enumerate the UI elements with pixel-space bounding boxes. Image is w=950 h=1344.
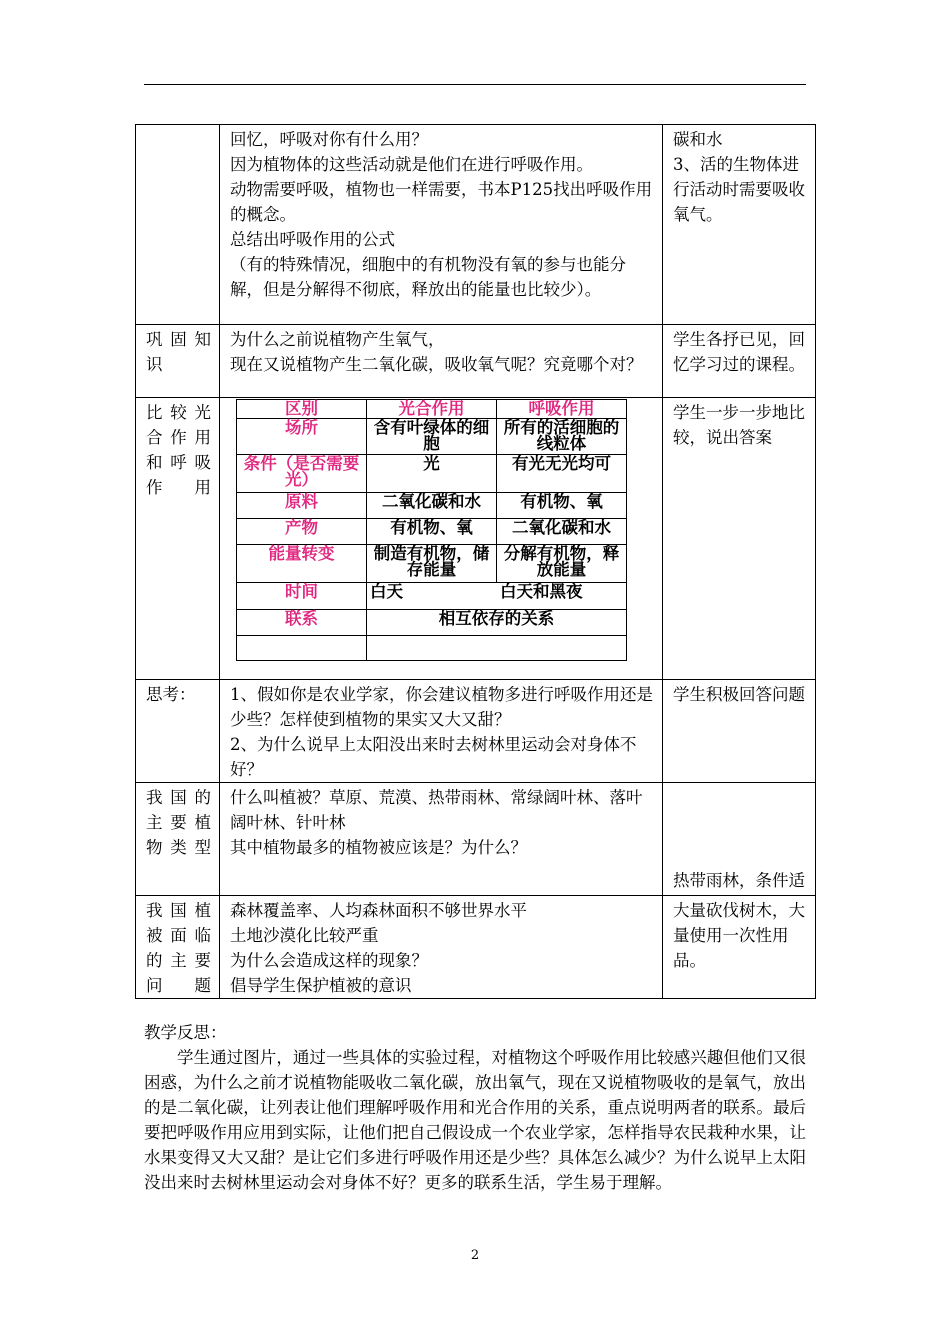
compare-value: 分解有机物，释放能量 [497,545,627,583]
compare-empty-cell [237,636,367,661]
reflection-title: 教学反思： [144,1023,227,1042]
table-row [136,398,816,680]
compare-value: 制造有机物，储存能量 [367,545,497,583]
compare-label: 原料 [237,493,367,519]
compare-value: 白天 [370,582,403,601]
compare-value: 二氧化碳和水 [497,519,627,545]
row-student-activity: 学生各抒已见，回忆学习过的课程。 [663,325,816,398]
compare-label: 联系 [237,610,367,636]
compare-header: 光合作用 [367,400,497,419]
row-content: 森林覆盖率、人均森林面积不够世界水平 土地沙漠化比较严重 为什么会造成这样的现象？ 倡导学生保护植被的意识 [220,896,663,999]
compare-value: 有光无光均可 [497,455,627,493]
compare-value: 有机物、氧 [367,519,497,545]
page-number: 2 [470,1248,480,1263]
compare-label: 时间 [237,583,367,610]
row-student-activity: 碳和水 3、活的生物体进行活动时需要吸收氧气。 [663,125,816,325]
compare-value: 有机物、氧 [497,493,627,519]
row-category: 我国植被面临的主要问题 [136,896,220,999]
compare-value: 二氧化碳和水 [367,493,497,519]
compare-empty-cell [367,636,627,661]
row-content: 1、假如你是农业学家，你会建议植物多进行呼吸作用还是少些？怎样使到植物的果实又大又甜？ 2、为什么说早上太阳没出来时去树林里运动会对身体不好？ [220,680,663,783]
row-student-activity: 学生积极回答问题 [663,680,816,783]
compare-value: 所有的活细胞的线粒体 [497,419,627,455]
header-rule [144,84,806,85]
row-student-activity: 热带雨林，条件适 [663,783,816,896]
table-row [136,783,816,896]
comparison-cell [220,398,663,680]
table-row [136,680,816,783]
row-content: 回忆，呼吸对你有什么用？ 因为植物体的这些活动就是他们在进行呼吸作用。 动物需要呼吸，植物也一样需要，书本P125找出呼吸作用的概念。 总结出呼吸作用的公式 （有的特殊情况，细胞中的有机物没有氧的参与也能分解，但是分解得不彻底，释放出的能量也比较少）。 [220,125,663,325]
row-category: 比较光合作用和呼吸作用 [136,398,220,680]
row-content: 为什么之前说植物产生氧气， 现在又说植物产生二氧化碳，吸收氧气呢？究竟哪个对？ [220,325,663,398]
table-row [136,325,816,398]
table-row [136,896,816,999]
compare-value: 白天和黑夜 [500,582,583,601]
compare-time-cell [367,583,627,610]
compare-header: 区别 [237,400,367,419]
compare-value: 光 [367,455,497,493]
row-category [136,125,220,325]
compare-header: 呼吸作用 [497,400,627,419]
compare-label: 能量转变 [237,545,367,583]
compare-label: 场所 [237,419,367,455]
row-student-activity: 大量砍伐树木，大量使用一次性用品。 [663,896,816,999]
compare-label: 产物 [237,519,367,545]
table-row [136,125,816,325]
compare-label: 条件（是否需要光） [237,455,367,493]
row-category: 我国的主要植物类型 [136,783,220,896]
comparison-table [236,399,627,661]
lesson-table [135,124,816,999]
compare-relation: 相互依存的关系 [367,610,627,636]
row-category: 思考： [136,680,220,783]
row-content: 什么叫植被？草原、荒漠、热带雨林、常绿阔叶林、落叶阔叶林、针叶林 其中植物最多的植物被应该是？为什么？ [220,783,663,896]
row-category: 巩固知识 [136,325,220,398]
reflection-body: 学生通过图片，通过一些具体的实验过程，对植物这个呼吸作用比较感兴趣但他们又很困惑，为什么之前才说植物能吸收二氧化碳，放出氧气，现在又说植物吸收的是氧气，放出的是二氧化碳，让列表让他们理解呼吸作用和光合作用的关系，重点说明两者的联系。最后要把呼吸作用应用到实际，让他们把自己假设成一个农业学家，怎样指导农民栽种水果，让水果变得又大又甜？是让它们多进行呼吸作用还是少些？具体怎么减少？为什么说早上太阳没出来时去树林里运动会对身体不好？更多的联系生活，学生易于理解。 [144,1048,806,1192]
compare-value: 含有叶绿体的细胞 [367,419,497,455]
teaching-reflection [144,1020,806,1195]
row-student-activity: 学生一步一步地比较，说出答案 [663,398,816,680]
